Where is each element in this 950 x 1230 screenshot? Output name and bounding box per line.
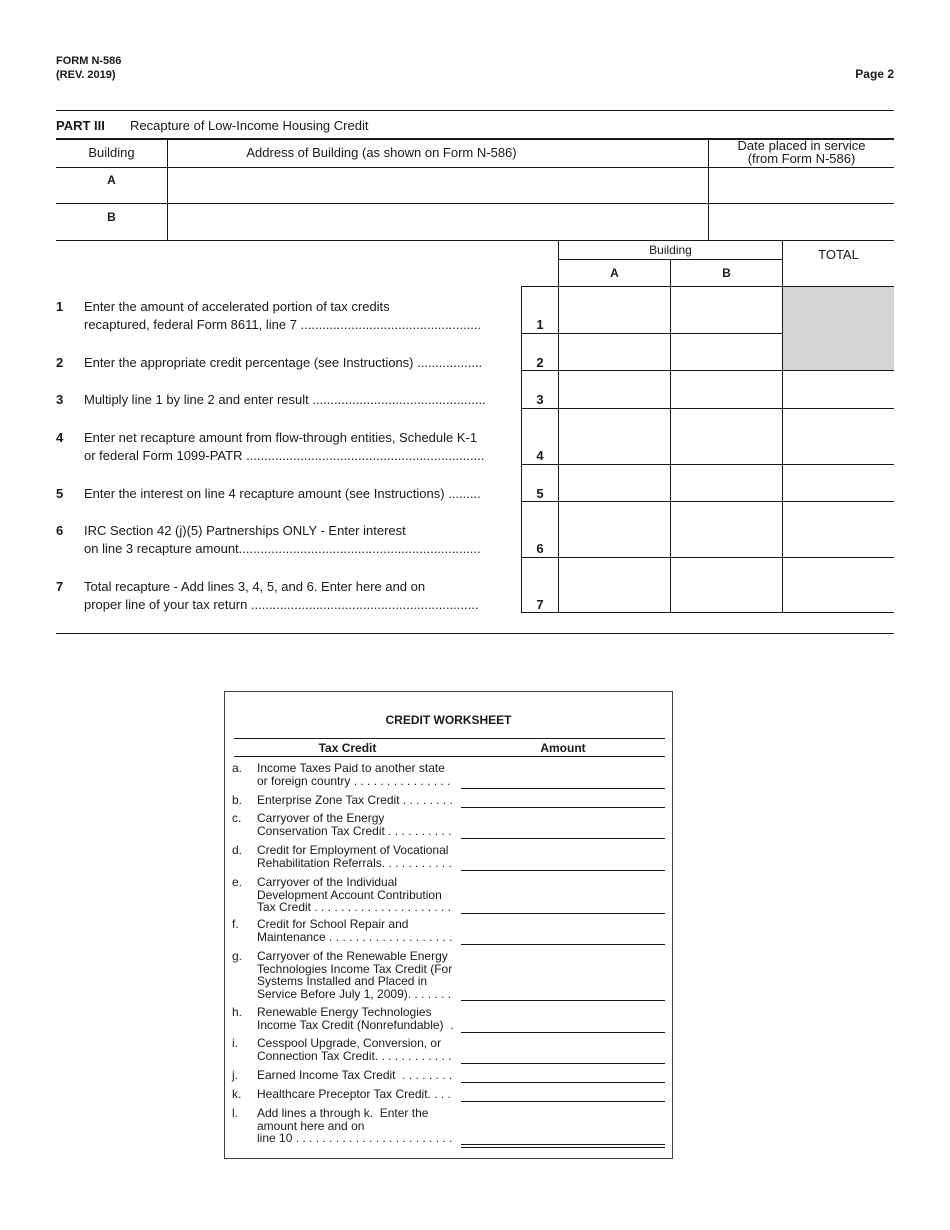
line-3-col-a-field[interactable] xyxy=(559,371,670,408)
amount-field-d[interactable] xyxy=(461,870,665,871)
line-text: IRC Section 42 (j)(5) Partnerships ONLY - Enter interest xyxy=(84,523,406,538)
divider xyxy=(234,756,665,757)
worksheet-title: CREDIT WORKSHEET xyxy=(385,713,512,727)
divider xyxy=(521,612,894,613)
line-text: Enter the interest on line 4 recapture amount (see Instructions) ......... xyxy=(84,486,481,501)
line-box-number: 1 xyxy=(536,317,544,332)
amount-field-f[interactable] xyxy=(461,944,665,945)
line-5 xyxy=(56,485,516,505)
line-box-number: 3 xyxy=(536,392,544,407)
line-text: Enter net recapture amount from flow-through entities, Schedule K-1 xyxy=(84,430,478,445)
amount-field-e[interactable] xyxy=(461,913,665,914)
line-5-total-field[interactable] xyxy=(783,465,894,501)
amount-col-header: Amount xyxy=(540,741,586,755)
amount-field-l[interactable] xyxy=(461,1144,665,1145)
line-3-col-b-field[interactable] xyxy=(671,371,782,408)
address-col-header: Address of Building (as shown on Form N-586) xyxy=(246,145,517,160)
line-3-total-field[interactable] xyxy=(783,371,894,408)
line-2-col-b-field[interactable] xyxy=(671,334,782,370)
building-a-address-field[interactable] xyxy=(168,168,708,202)
divider xyxy=(56,240,894,241)
line-text: recaptured, federal Form 8611, line 7 .................................................. xyxy=(84,317,482,332)
building-row-a: A xyxy=(107,173,116,187)
line-1-col-a-field[interactable] xyxy=(559,287,670,333)
line-box-number: 5 xyxy=(536,486,544,501)
line-box-number: 7 xyxy=(536,597,544,612)
line-6 xyxy=(56,522,516,562)
building-b-date-field[interactable] xyxy=(709,204,894,239)
line-1-col-b-field[interactable] xyxy=(671,287,782,333)
total-header: TOTAL xyxy=(818,247,859,262)
line-box-number: 6 xyxy=(536,541,544,556)
line-text: proper line of your tax return ............................................................... xyxy=(84,597,479,612)
form-revision: (REV. 2019) xyxy=(56,69,116,81)
line-box-number: 4 xyxy=(536,448,544,463)
date-col-header: Date placed in service (from Form N-586) xyxy=(737,138,866,166)
line-2-col-a-field[interactable] xyxy=(559,334,670,370)
line-7-col-a-field[interactable] xyxy=(559,558,670,612)
line-4-col-a-field[interactable] xyxy=(559,409,670,464)
line-6-col-b-field[interactable] xyxy=(671,502,782,557)
line-6-col-a-field[interactable] xyxy=(559,502,670,557)
line-text: Enter the amount of accelerated portion of tax credits xyxy=(84,299,390,314)
building-a-date-field[interactable] xyxy=(709,168,894,202)
line-number: 4 xyxy=(56,430,64,445)
divider xyxy=(234,738,665,739)
line-text: Total recapture - Add lines 3, 4, 5, and 6. Enter here and on xyxy=(84,579,426,594)
tax-credit-col-header: Tax Credit xyxy=(318,741,377,755)
divider xyxy=(56,633,894,634)
building-b-address-field[interactable] xyxy=(168,204,708,239)
shaded-total-cell xyxy=(783,287,894,370)
line-5-col-b-field[interactable] xyxy=(671,465,782,501)
amount-field-a[interactable] xyxy=(461,788,665,789)
line-number: 3 xyxy=(56,392,64,407)
line-number: 7 xyxy=(56,579,64,594)
part-title: Recapture of Low-Income Housing Credit xyxy=(130,118,369,133)
col-b-header: B xyxy=(722,266,731,280)
divider xyxy=(56,110,894,111)
line-text: or federal Form 1099-PATR .................................................................. xyxy=(84,448,485,463)
line-4 xyxy=(56,429,516,469)
divider xyxy=(559,259,782,260)
line-1 xyxy=(56,298,516,338)
line-6-total-field[interactable] xyxy=(783,502,894,557)
line-7 xyxy=(56,578,516,618)
building-header: Building xyxy=(649,243,692,257)
col-a-header: A xyxy=(610,266,619,280)
line-number: 5 xyxy=(56,486,64,501)
amount-field-k[interactable] xyxy=(461,1101,665,1102)
line-7-total-field[interactable] xyxy=(783,558,894,612)
building-col-header: Building xyxy=(88,145,135,160)
line-4-total-field[interactable] xyxy=(783,409,894,464)
amount-field-i[interactable] xyxy=(461,1063,665,1064)
line-5-col-a-field[interactable] xyxy=(559,465,670,501)
line-2 xyxy=(56,354,516,374)
line-text: Multiply line 1 by line 2 and enter result ................................................ xyxy=(84,392,486,407)
line-text: Enter the appropriate credit percentage (see Instructions) .................. xyxy=(84,355,483,370)
line-4-col-b-field[interactable] xyxy=(671,409,782,464)
line-number: 2 xyxy=(56,355,64,370)
line-7-col-b-field[interactable] xyxy=(671,558,782,612)
line-3 xyxy=(56,391,516,411)
amount-field-h[interactable] xyxy=(461,1032,665,1033)
building-row-b: B xyxy=(107,210,116,224)
amount-field-j[interactable] xyxy=(461,1082,665,1083)
divider xyxy=(521,333,559,334)
part-label: PART III xyxy=(56,118,105,133)
page-number: Page 2 xyxy=(855,67,894,81)
amount-field-b[interactable] xyxy=(461,807,665,808)
amount-field-c[interactable] xyxy=(461,838,665,839)
line-number: 1 xyxy=(56,299,64,314)
line-number: 6 xyxy=(56,523,64,538)
double-underline xyxy=(461,1147,665,1148)
line-text: on line 3 recapture amount................................................................... xyxy=(84,541,481,556)
form-name: FORM N-586 xyxy=(56,55,122,67)
amount-field-g[interactable] xyxy=(461,1000,665,1001)
line-box-number: 2 xyxy=(536,355,544,370)
